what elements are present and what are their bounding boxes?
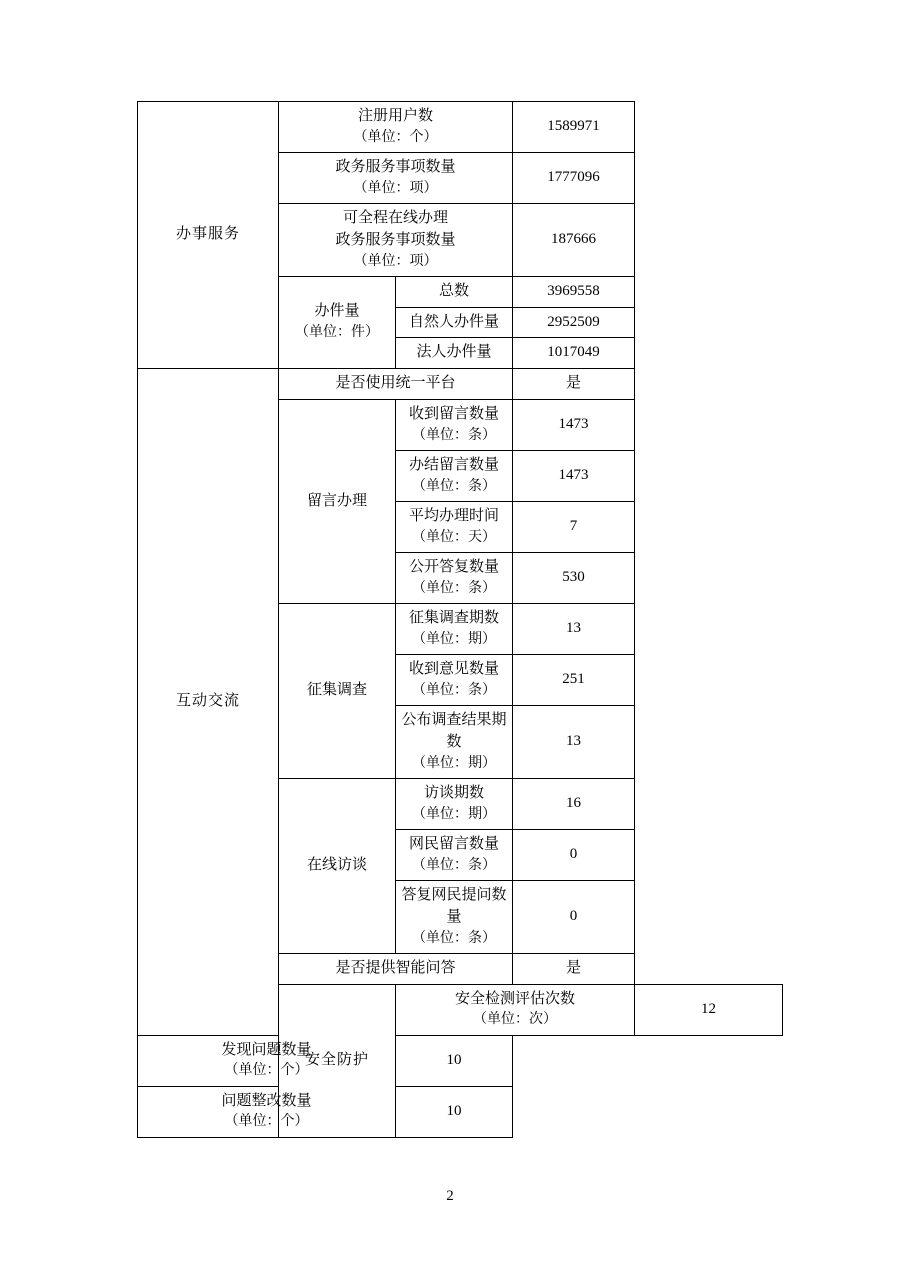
item-cell-survey-collection: 征集调查	[279, 604, 396, 779]
item-cell-issues-rectified	[138, 1086, 396, 1137]
government-website-statistics-table	[137, 101, 783, 1138]
item-cell-online-interview: 在线访谈	[279, 778, 396, 953]
value-cell-unified-platform: 是	[513, 369, 635, 400]
subitem-cell-netizen-messages	[396, 830, 513, 881]
subitem-cell-survey-results-published	[396, 706, 513, 779]
subitem-cell-average-handling-time	[396, 501, 513, 552]
item-cell-service-items-count	[279, 153, 513, 204]
value-cell-issues-rectified: 10	[396, 1086, 513, 1137]
value-cell-service-items-count: 1777096	[513, 153, 635, 204]
subitem-cell-total: 总数	[396, 276, 513, 307]
subitem-label: 访谈期数	[423, 784, 484, 801]
subitem-cell-messages-received	[396, 399, 513, 450]
subitem-unit: （单位：条）	[412, 857, 496, 873]
category-cell-anquanfanghu: 安全防护	[279, 984, 396, 1137]
item-label: 办件量	[314, 303, 360, 320]
value-cell-messages-completed: 1473	[513, 450, 635, 501]
value-cell-smart-qa: 是	[513, 953, 635, 984]
value-cell-full-online-service-items: 187666	[513, 204, 635, 277]
table-row	[138, 1035, 783, 1086]
value-cell-survey-results-published: 13	[513, 706, 635, 779]
item-cell-security-assessments	[396, 984, 635, 1035]
value-cell-average-handling-time: 7	[513, 501, 635, 552]
subitem-unit: （单位：条）	[412, 478, 496, 494]
item-unit: （单位：个）	[224, 1114, 309, 1130]
subitem-unit: （单位：条）	[412, 427, 496, 443]
subitem-label: 公开答复数量	[408, 559, 499, 576]
item-label: 发现问题数量	[221, 1041, 312, 1058]
value-cell-legal-person: 1017049	[513, 338, 635, 369]
subitem-label: 网民留言数量	[408, 836, 499, 853]
item-unit: （单位：次）	[473, 1012, 557, 1028]
table-row	[138, 369, 783, 400]
subitem-label: 收到意见数量	[408, 661, 499, 678]
category-cell-banshifuwu: 办事服务	[138, 102, 279, 369]
subitem-cell-public-replies	[396, 553, 513, 604]
subitem-cell-interview-periods	[396, 778, 513, 829]
item-label: 注册用户数	[357, 108, 433, 124]
item-unit: （单位：个）	[353, 129, 438, 145]
subitem-cell-natural-person: 自然人办件量	[396, 307, 513, 338]
value-cell-natural-person: 2952509	[513, 307, 635, 338]
subitem-unit: （单位：条）	[412, 930, 496, 946]
item-cell-message-handling: 留言办理	[279, 399, 396, 603]
item-cell-full-online-service-items	[279, 204, 513, 277]
item-cell-registered-users	[279, 102, 513, 153]
value-cell-public-replies: 530	[513, 553, 635, 604]
value-cell-netizen-messages: 0	[513, 830, 635, 881]
item-label: 问题整改数量	[221, 1092, 312, 1109]
subitem-unit: （单位：期）	[412, 631, 496, 647]
subitem-label: 答复网民提问数量	[401, 887, 507, 925]
subitem-cell-messages-completed	[396, 450, 513, 501]
value-cell-total: 3969558	[513, 276, 635, 307]
subitem-cell-netizen-questions-answered	[396, 881, 513, 954]
subitem-cell-legal-person: 法人办件量	[396, 338, 513, 369]
subitem-label: 平均办理时间	[408, 507, 499, 524]
value-cell-issues-found: 10	[396, 1035, 513, 1086]
subitem-unit: （单位：条）	[412, 580, 496, 596]
value-cell-registered-users: 1589971	[513, 102, 635, 153]
subitem-cell-survey-periods	[396, 604, 513, 655]
subitem-cell-opinions-received	[396, 655, 513, 706]
item-cell-smart-qa: 是否提供智能问答	[279, 953, 513, 984]
subitem-label: 收到留言数量	[408, 405, 499, 422]
subitem-label: 公布调查结果期数	[401, 712, 507, 750]
item-label-line2: 政务服务事项数量	[335, 231, 456, 248]
report-table-container	[137, 101, 783, 1138]
item-label-line1: 可全程在线办理	[342, 210, 448, 227]
page-number: 2	[446, 1188, 454, 1204]
value-cell-survey-periods: 13	[513, 604, 635, 655]
item-label: 安全检测评估次数	[454, 990, 575, 1007]
item-cell-unified-platform: 是否使用统一平台	[279, 369, 513, 400]
item-unit: （单位：件）	[295, 325, 379, 341]
subitem-unit: （单位：期）	[412, 806, 496, 822]
subitem-unit: （单位：期）	[412, 755, 496, 771]
value-cell-security-assessments: 12	[635, 984, 783, 1035]
item-unit: （单位：个）	[224, 1063, 309, 1079]
subitem-label: 办结留言数量	[408, 456, 499, 473]
subitem-label: 征集调查期数	[408, 610, 499, 627]
value-cell-interview-periods: 16	[513, 778, 635, 829]
value-cell-opinions-received: 251	[513, 655, 635, 706]
table-row	[138, 1086, 783, 1137]
item-unit: （单位：项）	[353, 253, 438, 269]
item-cell-handled-cases	[279, 276, 396, 368]
category-cell-hudongjiaoliu: 互动交流	[138, 369, 279, 1036]
table-row	[138, 102, 783, 153]
subitem-unit: （单位：条）	[412, 682, 496, 698]
value-cell-messages-received: 1473	[513, 399, 635, 450]
item-unit: （单位：项）	[353, 180, 438, 196]
subitem-unit: （单位：天）	[412, 529, 496, 545]
value-cell-netizen-questions-answered: 0	[513, 881, 635, 954]
item-label: 政务服务事项数量	[335, 159, 456, 176]
